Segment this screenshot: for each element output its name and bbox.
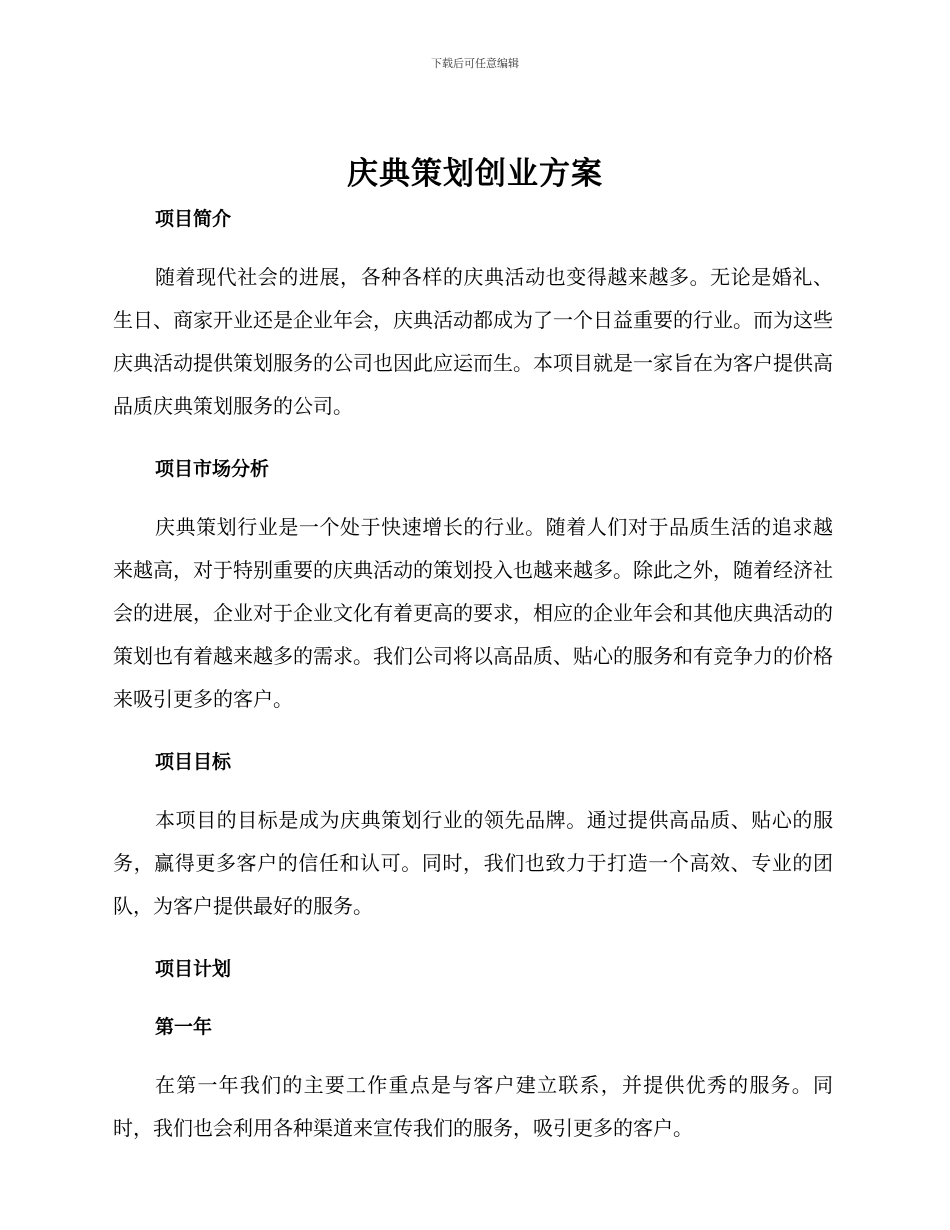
section-plan — [113, 948, 833, 1150]
document-title: 庆典策划创业方案 — [347, 156, 603, 192]
section-heading-plan: 项目计划 — [155, 958, 232, 980]
document-body — [113, 198, 833, 1156]
section-heading-goals: 项目目标 — [155, 751, 232, 773]
section-heading-market: 项目市场分析 — [155, 458, 270, 480]
section-paragraph-market: 庆典策划行业是一个处于快速增长的行业。随着人们对于品质生活的追求越来越高，对于特别重要的庆典活动的策划投入也越来越多。除此之外，随着经济社会的进展，企业对于企业文化有着更高的要求，相应的企业年会和其他庆典活动的策划也有着越来越多的需求。我们公司将以高品质、贴心的服务和有竞争力的价格来吸引更多的客户。 — [113, 515, 833, 711]
page-header: 下载后可任意编辑 — [431, 57, 519, 70]
section-heading-intro: 项目简介 — [155, 208, 232, 230]
section-paragraph-goals: 本项目的目标是成为庆典策划行业的领先品牌。通过提供高品质、贴心的服务，赢得更多客户的信任和认可。同时，我们也致力于打造一个高效、专业的团队，为客户提供最好的服务。 — [113, 808, 833, 918]
section-intro — [113, 198, 833, 428]
section-subheading-year-one: 第一年 — [155, 1016, 213, 1038]
section-goals — [113, 741, 833, 928]
section-paragraph-year-one: 在第一年我们的主要工作重点是与客户建立联系，并提供优秀的服务。同时，我们也会利用各种渠道来宣传我们的服务，吸引更多的客户。 — [113, 1073, 833, 1140]
section-market — [113, 448, 833, 721]
section-paragraph-intro: 随着现代社会的进展，各种各样的庆典活动也变得越来越多。无论是婚礼、生日、商家开业还是企业年会，庆典活动都成为了一个日益重要的行业。而为这些庆典活动提供策划服务的公司也因此应运而生。本项目就是一家旨在为客户提供高品质庆典策划服务的公司。 — [113, 265, 833, 418]
